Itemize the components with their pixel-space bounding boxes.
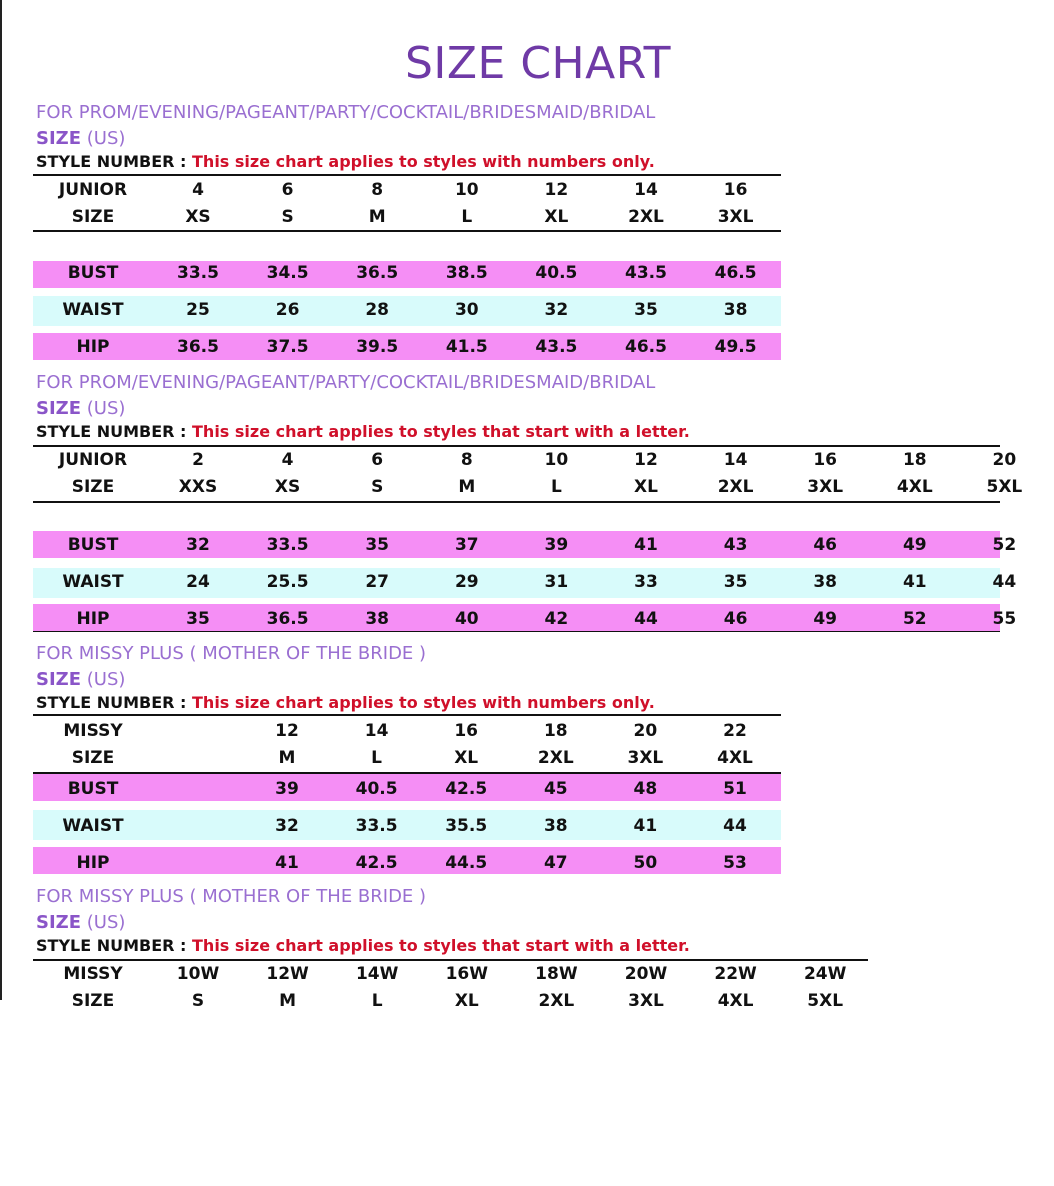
bust-value-cell: 39 (275, 779, 299, 799)
bust-value-cell: 46.5 (714, 263, 757, 283)
size-label: SIZE (36, 128, 82, 149)
size-letter-cell: XL (454, 991, 479, 1011)
row-label-size: SIZE (71, 748, 115, 768)
size-label: SIZE (36, 398, 82, 419)
waist-value-cell: 32 (544, 300, 569, 320)
bust-value-cell: 45 (543, 779, 568, 799)
waist-value-cell: 31 (544, 572, 569, 592)
section-heading: FOR MISSY PLUS ( MOTHER OF THE BRIDE ) (36, 886, 427, 907)
waist-value-cell: 32 (275, 816, 299, 836)
size-number-cell: 12 (634, 450, 658, 470)
style-number-note (36, 422, 690, 441)
size-number-cell: 22W (714, 964, 757, 984)
row-label-size: SIZE (71, 477, 115, 497)
size-number-cell: 6 (371, 450, 384, 470)
size-number-cell: 16W (445, 964, 488, 984)
size-label: SIZE (36, 912, 82, 933)
hip-row-label: HIP (76, 853, 110, 873)
waist-value-cell: 33 (634, 572, 658, 592)
waist-row-label: WAIST (62, 300, 124, 320)
waist-value-cell: 38 (723, 300, 748, 320)
hip-value-cell: 42 (544, 609, 569, 629)
waist-value-cell: 44 (992, 572, 1017, 592)
style-number-label: STYLE NUMBER : (36, 693, 187, 712)
style-number-label: STYLE NUMBER : (36, 422, 187, 441)
size-number-cell: 10 (454, 180, 479, 200)
size-letter-cell: S (191, 991, 205, 1011)
size-letter-cell: 3XL (628, 991, 664, 1011)
size-number-cell: 12W (266, 964, 309, 984)
hip-value-cell: 47 (543, 853, 568, 873)
size-letter-cell: S (371, 477, 384, 497)
size-letter-cell: L (550, 477, 562, 497)
hip-value-cell: 35 (186, 609, 210, 629)
bust-row-label: BUST (67, 263, 119, 283)
size-letter-cell: XXS (178, 477, 218, 497)
size-number-cell: 8 (460, 450, 473, 470)
table-rule (33, 959, 868, 961)
hip-value-cell: 46 (723, 609, 748, 629)
size-letter-cell: 2XL (538, 991, 575, 1011)
waist-value-cell: 38 (813, 572, 838, 592)
bust-value-cell: 33.5 (177, 263, 219, 283)
size-letter-cell: 4XL (717, 991, 754, 1011)
hip-value-cell: 55 (992, 609, 1017, 629)
size-unit-label (36, 912, 125, 933)
bust-value-cell: 35 (365, 535, 390, 555)
size-letter-cell: S (281, 207, 294, 227)
bust-value-cell: 39 (544, 535, 569, 555)
style-note-text: This size chart applies to styles that start with a letter. (192, 422, 690, 441)
size-letter-cell: L (461, 207, 473, 227)
unit-label: (US) (86, 912, 126, 933)
size-letter-cell: 2XL (628, 207, 664, 227)
size-letter-cell: M (279, 991, 297, 1011)
bust-row-label: BUST (67, 535, 119, 555)
bust-value-cell: 40.5 (355, 779, 398, 799)
waist-row-label: WAIST (62, 572, 124, 592)
unit-label: (US) (86, 669, 126, 690)
size-letter-cell: M (458, 477, 476, 497)
size-number-cell: 6 (281, 180, 294, 200)
waist-value-cell: 41 (902, 572, 927, 592)
row-label-size: SIZE (71, 207, 115, 227)
hip-value-cell: 42.5 (355, 853, 398, 873)
size-number-cell: 16 (813, 450, 838, 470)
size-unit-label (36, 128, 125, 149)
waist-value-cell: 38 (543, 816, 568, 836)
hip-value-cell: 52 (902, 609, 927, 629)
hip-value-cell: 39.5 (356, 337, 399, 357)
unit-label: (US) (86, 398, 126, 419)
waist-value-cell: 29 (454, 572, 479, 592)
style-note-text: This size chart applies to styles with numbers only. (192, 693, 655, 712)
size-number-cell: 16 (454, 721, 479, 741)
size-letter-cell: M (368, 207, 386, 227)
waist-value-cell: 24 (186, 572, 210, 592)
size-number-cell: 12 (275, 721, 299, 741)
hip-value-cell: 40 (454, 609, 479, 629)
size-letter-cell: 4XL (896, 477, 933, 497)
hip-value-cell: 38 (365, 609, 390, 629)
bust-value-cell: 40.5 (535, 263, 578, 283)
waist-value-cell: 25.5 (266, 572, 309, 592)
section-heading: FOR PROM/EVENING/PAGEANT/PARTY/COCKTAIL/BRIDESMAID/BRIDAL (36, 372, 656, 393)
bust-value-cell: 43 (723, 535, 748, 555)
table-rule (33, 174, 781, 176)
hip-value-cell: 37.5 (266, 337, 309, 357)
size-letter-cell: 5XL (807, 991, 844, 1011)
size-table-section (0, 886, 1000, 1186)
style-note-text: This size chart applies to styles that start with a letter. (192, 936, 690, 955)
size-number-cell: 24W (803, 964, 847, 984)
bust-value-cell: 43.5 (625, 263, 667, 283)
size-unit-label (36, 669, 125, 690)
waist-value-cell: 28 (365, 300, 390, 320)
table-rule (33, 230, 781, 232)
style-note-text: This size chart applies to styles with numbers only. (192, 152, 655, 171)
style-number-note (36, 936, 690, 955)
size-letter-cell: 3XL (807, 477, 844, 497)
bust-value-cell: 48 (633, 779, 658, 799)
size-letter-cell: XL (544, 207, 569, 227)
size-letter-cell: L (371, 748, 383, 768)
row-label-size: SIZE (71, 991, 115, 1011)
size-number-cell: 14W (355, 964, 399, 984)
table-rule (33, 501, 1000, 503)
bust-value-cell: 49 (902, 535, 927, 555)
size-number-cell: 14 (723, 450, 748, 470)
size-number-cell: 18W (535, 964, 578, 984)
table-rule (33, 445, 1000, 447)
hip-value-cell: 36.5 (177, 337, 219, 357)
bust-value-cell: 37 (454, 535, 479, 555)
hip-value-cell: 36.5 (266, 609, 309, 629)
size-letter-cell: XL (454, 748, 479, 768)
size-number-cell: 12 (544, 180, 569, 200)
style-number-label: STYLE NUMBER : (36, 936, 187, 955)
waist-value-cell: 25 (186, 300, 210, 320)
page-title: SIZE CHART (405, 38, 671, 89)
size-letter-cell: M (278, 748, 296, 768)
size-table-section (0, 372, 1023, 672)
size-label: SIZE (36, 669, 82, 690)
size-letter-cell: 3XL (717, 207, 754, 227)
hip-value-cell: 49.5 (714, 337, 757, 357)
style-number-note (36, 152, 655, 171)
row-label-header: JUNIOR (58, 450, 128, 470)
waist-value-cell: 35.5 (445, 816, 488, 836)
size-number-cell: 10 (544, 450, 569, 470)
waist-value-cell: 26 (275, 300, 300, 320)
size-letter-cell: XS (274, 477, 301, 497)
size-number-cell: 2 (192, 450, 204, 470)
hip-value-cell: 46.5 (625, 337, 667, 357)
section-heading: FOR PROM/EVENING/PAGEANT/PARTY/COCKTAIL/BRIDESMAID/BRIDAL (36, 102, 656, 123)
style-number-note (36, 693, 655, 712)
bust-row-label: BUST (67, 779, 119, 799)
hip-value-cell: 41 (275, 853, 299, 873)
row-label-header: MISSY (63, 721, 123, 741)
size-unit-label (36, 398, 125, 419)
hip-value-cell: 44.5 (445, 853, 488, 873)
bust-value-cell: 41 (634, 535, 658, 555)
size-table-section (0, 102, 1000, 402)
size-number-cell: 4 (281, 450, 294, 470)
hip-value-cell: 50 (633, 853, 658, 873)
waist-value-cell: 33.5 (355, 816, 398, 836)
bust-value-cell: 51 (723, 779, 747, 799)
row-label-header: MISSY (63, 964, 123, 984)
size-number-cell: 4 (192, 180, 204, 200)
size-letter-cell: XS (185, 207, 211, 227)
size-number-cell: 16 (723, 180, 748, 200)
size-number-cell: 18 (902, 450, 927, 470)
hip-value-cell: 41.5 (445, 337, 488, 357)
waist-value-cell: 35 (634, 300, 658, 320)
bust-value-cell: 52 (992, 535, 1017, 555)
style-number-label: STYLE NUMBER : (36, 152, 187, 171)
waist-value-cell: 41 (633, 816, 658, 836)
size-letter-cell: XL (634, 477, 658, 497)
size-number-cell: 14 (634, 180, 658, 200)
section-heading: FOR MISSY PLUS ( MOTHER OF THE BRIDE ) (36, 643, 427, 664)
size-letter-cell: 2XL (717, 477, 754, 497)
hip-row-label: HIP (76, 337, 110, 357)
size-letter-cell: 4XL (717, 748, 753, 768)
size-number-cell: 20 (992, 450, 1017, 470)
size-letter-cell: 5XL (986, 477, 1023, 497)
hip-value-cell: 49 (813, 609, 838, 629)
bust-value-cell: 42.5 (445, 779, 488, 799)
bust-value-cell: 36.5 (356, 263, 399, 283)
size-number-cell: 20 (633, 721, 658, 741)
size-number-cell: 8 (371, 180, 384, 200)
bust-value-cell: 32 (186, 535, 210, 555)
waist-value-cell: 27 (365, 572, 390, 592)
waist-value-cell: 44 (723, 816, 747, 836)
size-letter-cell: 2XL (537, 748, 574, 768)
size-number-cell: 22 (723, 721, 747, 741)
hip-value-cell: 43.5 (535, 337, 578, 357)
hip-value-cell: 53 (723, 853, 747, 873)
waist-value-cell: 30 (454, 300, 479, 320)
bust-value-cell: 33.5 (266, 535, 309, 555)
size-letter-cell: 3XL (627, 748, 664, 768)
size-number-cell: 10W (176, 964, 220, 984)
bust-value-cell: 46 (813, 535, 838, 555)
hip-value-cell: 44 (634, 609, 658, 629)
unit-label: (US) (86, 128, 126, 149)
bust-value-cell: 38.5 (445, 263, 488, 283)
size-letter-cell: L (371, 991, 383, 1011)
waist-value-cell: 35 (723, 572, 748, 592)
size-number-cell: 18 (543, 721, 568, 741)
size-number-cell: 20W (624, 964, 668, 984)
waist-row-label: WAIST (62, 816, 124, 836)
bust-value-cell: 34.5 (266, 263, 309, 283)
hip-row-label: HIP (76, 609, 110, 629)
row-label-header: JUNIOR (58, 180, 128, 200)
table-rule (33, 714, 781, 716)
size-number-cell: 14 (364, 721, 389, 741)
